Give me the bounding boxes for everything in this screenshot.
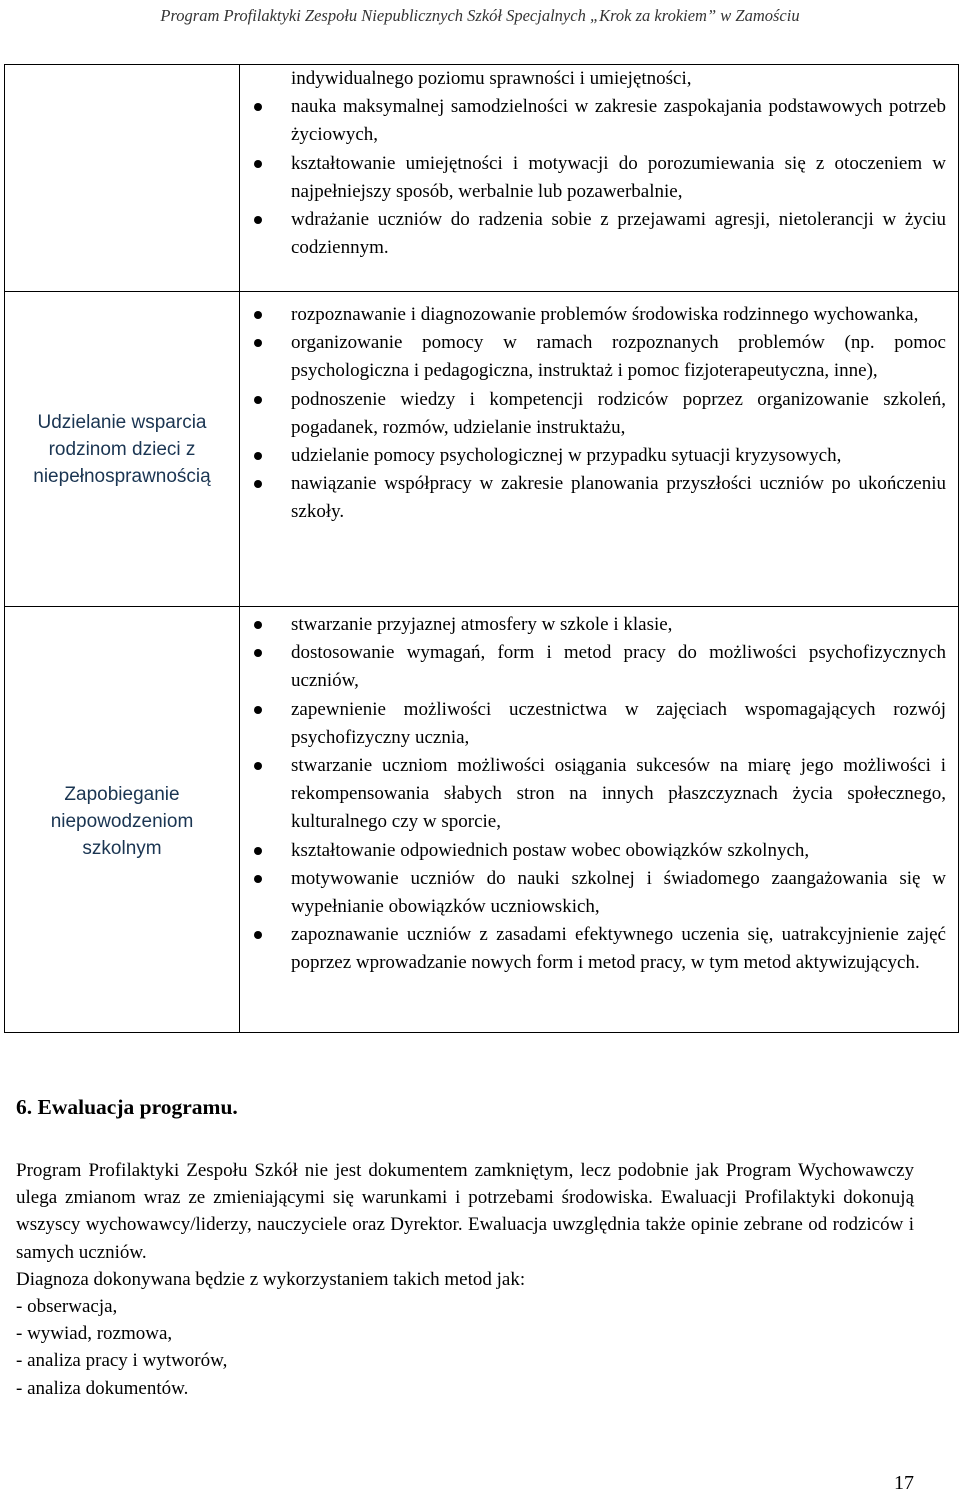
list-item: nauka maksymalnej samodzielności w zakresie zaspokajania podstawowych potrzeb życiowych, (240, 93, 958, 149)
bullet-icon (254, 649, 262, 657)
row-3-label-cell (5, 607, 240, 1032)
list-item: - analiza dokumentów. (16, 1377, 189, 1399)
section-body (16, 1157, 914, 1402)
table-row-1 (5, 65, 958, 292)
list-item: zapoznawanie uczniów z zasadami efektywnego uczenia się, uatrakcyjnienie zajęć poprzez wprowadzanie nowych form i metod pracy, w tym metod aktywizujących. (240, 921, 958, 977)
list-item: dostosowanie wymagań, form i metod pracy do możliwości psychofizycznych uczniów, (240, 639, 958, 695)
bullet-icon (254, 621, 262, 629)
row-1-label-cell (5, 65, 240, 291)
bullet-icon (254, 875, 262, 883)
section-title: 6. Ewaluacja programu. (16, 1095, 238, 1119)
bullet-icon (254, 339, 262, 347)
list-item: - wywiad, rozmowa, (16, 1323, 173, 1345)
row-2-label: Udzielanie wsparcia rodzinom dzieci z niepełnosprawnością (33, 411, 211, 487)
page-number: 17 (894, 1472, 914, 1494)
table-row-2 (5, 292, 958, 607)
methods-intro: Diagnoza dokonywana będzie z wykorzystaniem takich metod jak: (16, 1268, 526, 1290)
row-2-label-cell (5, 292, 240, 606)
list-item: - analiza pracy i wytworów, (16, 1350, 228, 1372)
bullet-icon (254, 706, 262, 714)
row-3-label: Zapobieganie niepowodzeniom szkolnym (50, 784, 194, 859)
list-item: rozpoznawanie i diagnozowanie problemów środowiska rodzinnego wychowanka, (240, 301, 958, 329)
bullet-icon (254, 311, 262, 319)
list-item: stwarzanie przyjaznej atmosfery w szkole i klasie, (240, 611, 958, 639)
list-item: organizowanie pomocy w ramach rozpoznanych problemów (np. pomoc psychologiczna i pedagogiczna, instruktaż i pomoc fizjoterapeutyczna, inne), (240, 329, 958, 385)
list-item: motywowanie uczniów do nauki szkolnej i świadomego zaangażowania się w wypełnianie obowiązków uczniowskich, (240, 865, 958, 921)
list-item: kształtowanie odpowiednich postaw wobec obowiązków szkolnych, (240, 837, 958, 865)
prevention-table (4, 64, 959, 1033)
bullet-icon (254, 931, 262, 939)
list-item: nawiązanie współpracy w zakresie planowania przyszłości uczniów po ukończeniu szkoły. (240, 470, 958, 526)
list-item: indywidualnego poziomu sprawności i umiejętności, (291, 68, 692, 89)
table-row-3 (5, 607, 958, 1032)
row-3-content-cell (240, 607, 958, 1032)
bullet-icon (254, 396, 262, 404)
bullet-icon (254, 847, 262, 855)
row-2-bullet-list (240, 292, 958, 527)
evaluation-paragraph: Program Profilaktyki Zespołu Szkół nie jest dokumentem zamkniętym, lecz podobnie jak Program Wychowawczy ulega zmianom wraz ze zmieniającymi się warunkami i potrzebami środowiska. Ewaluacji Profilaktyki dokonują wszyscy wychowawcy/liderzy, nauczyciele oraz Dyrektor. Ewaluacja uwzględnia także opinie zebrane od rodziców i samych uczniów. (16, 1160, 914, 1263)
list-item: - obserwacja, (16, 1296, 118, 1318)
list-item: stwarzanie uczniom możliwości osiągania sukcesów na miarę jego możliwości i rekompensowania słabych stron na innych płaszczyznach życia społecznego, kulturalnego czy w sporcie, (240, 752, 958, 837)
list-item: wdrażanie uczniów do radzenia sobie z przejawami agresji, nietolerancji w życiu codziennym. (240, 206, 958, 262)
bullet-icon (254, 452, 262, 460)
bullet-icon (254, 216, 262, 224)
list-item: kształtowanie umiejętności i motywacji do porozumiewania się z otoczeniem w najpełniejszy sposób, werbalnie lub pozawerbalnie, (240, 150, 958, 206)
row-3-bullet-list (240, 607, 958, 978)
row-2-content-cell (240, 292, 958, 606)
list-item: zapewnienie możliwości uczestnictwa w zajęciach wspomagających rozwój psychofizyczny ucznia, (240, 696, 958, 752)
bullet-icon (254, 103, 262, 111)
row-1-bullet-list (240, 65, 958, 262)
running-header: Program Profilaktyki Zespołu Niepublicznych Szkół Specjalnych „Krok za krokiem” w Zamościu (160, 6, 800, 25)
bullet-icon (254, 160, 262, 168)
bullet-icon (254, 480, 262, 488)
list-item: udzielanie pomocy psychologicznej w przypadku sytuacji kryzysowych, (240, 442, 958, 470)
bullet-icon (254, 762, 262, 770)
list-item: podnoszenie wiedzy i kompetencji rodziców poprzez organizowanie szkoleń, pogadanek, rozmów, udzielanie instruktażu, (240, 386, 958, 442)
row-1-content-cell (240, 65, 958, 291)
methods-list (16, 1293, 914, 1402)
